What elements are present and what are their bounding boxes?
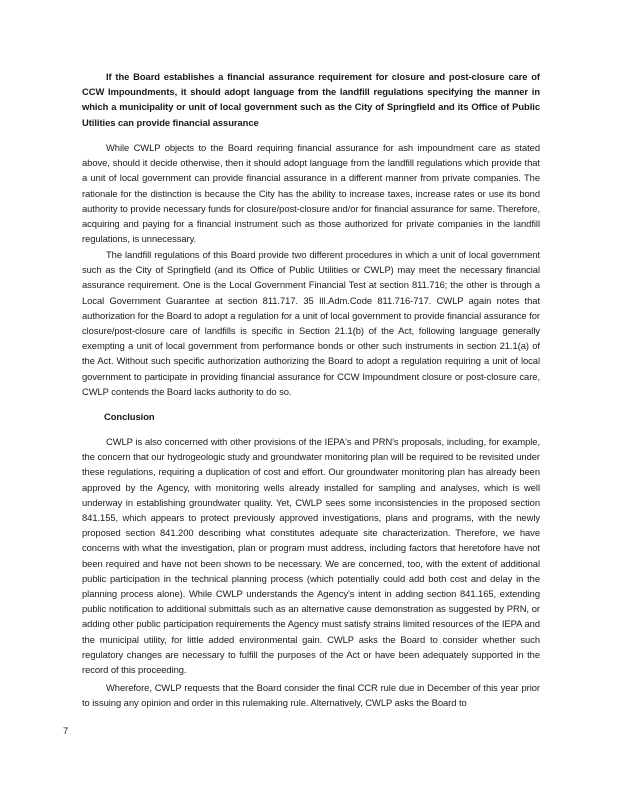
paragraph-concerns: CWLP is also concerned with other provisions of the IEPA's and PRN's proposals, including, for example, the concern that our hydrogeologic study and groundwater monitoring plan will be required to be revisited under these regulations, requiring a duplication of cost and effort. Our groundwater monitoring plan has already been approved by the Agency, with monitoring wells already installed for sampling and analyses, which is well underway in establishing groundwater quality. Yet, CWLP sees some inconsistencies in the proposed section 841.155, which appears to protect previously approved investigations, plans and programs, with the newly proposed section 841.200 describing what constitutes adequate site characterization. Therefore, we have concerns with what the investigation, plan or program must address, including factors that heretofore have not been required and have not been shown to be necessary. We are concerned, too, with the extent of additional public participation in the technical planning process (which potentially could add both cost and delay in the planning process alone). While CWLP understands the Agency's intent in adding section 841.165, extending public notification to additional submittals such as an alternative cause demonstration as suggested by PRN, or adding other public participation requirements the Agency must satisfy strains limited resources of the IEPA and the municipal utility, for little added environmental gain. CWLP asks the Board to consider whether such regulatory changes are necessary to fulfill the purposes of the Act or have been adequately supported in the record of this proceeding. bbox=[82, 436, 540, 676]
paragraph-wherefore: Wherefore, CWLP requests that the Board consider the final CCR rule due in December of this year prior to issuing any opinion and order in this rulemaking rule. Alternatively, CWLP asks the Board to bbox=[82, 682, 540, 709]
page-number: 7 bbox=[63, 725, 69, 736]
paragraph-objection: While CWLP objects to the Board requiring financial assurance for ash impoundment care as stated above, should it decide otherwise, then it should adopt language from the landfill regulations which provide that a unit of local government can provide financial assurance in a different manner from private companies. The rationale for the distinction is because the City has the ability to increase taxes, increase rates or use its bond authority to provide necessary funds for closure/post-closure and/or for financial assurance for same. Therefore, acquiring and paying for a financial instrument such as those authorized for private companies in the landfill regulations, is unnecessary. bbox=[82, 142, 540, 245]
paragraph-landfill-regulations: The landfill regulations of this Board provide two different procedures in which a unit of local government such as the City of Springfield (and its Office of Public Utilities or CWLP) may meet the necessary financial assurance requirement. One is the Local Government Financial Test at section 811.716; the other is through a Local Government Guarantee at section 811.717. 35 Ill.Adm.Code 811.716-717. CWLP again notes that authorization for the Board to adopt a regulation for a unit of local government to provide financial assurance for closure/post-closure care of landfills is specific in Section 21.1(b) of the Act, following language generally exempting a unit of local government from performance bonds or other such instruments in section 21.1(a) of the Act. Without such specific authorization authorizing the Board to adopt a regulation requiring a unit of local government to participate in providing financial assurance for CCW Impoundment closure or post-closure care, CWLP contends the Board lacks authority to do so. bbox=[82, 249, 540, 397]
financial-assurance-heading: If the Board establishes a financial assurance requirement for closure and post-closure care of CCW Impoundments, it should adopt language from the landfill regulations specifying the manner in which a municipality or unit of local government such as the City of Springfield and its Office of Public Utilities can provide financial assurance bbox=[82, 71, 540, 128]
conclusion-heading: Conclusion bbox=[104, 411, 155, 422]
